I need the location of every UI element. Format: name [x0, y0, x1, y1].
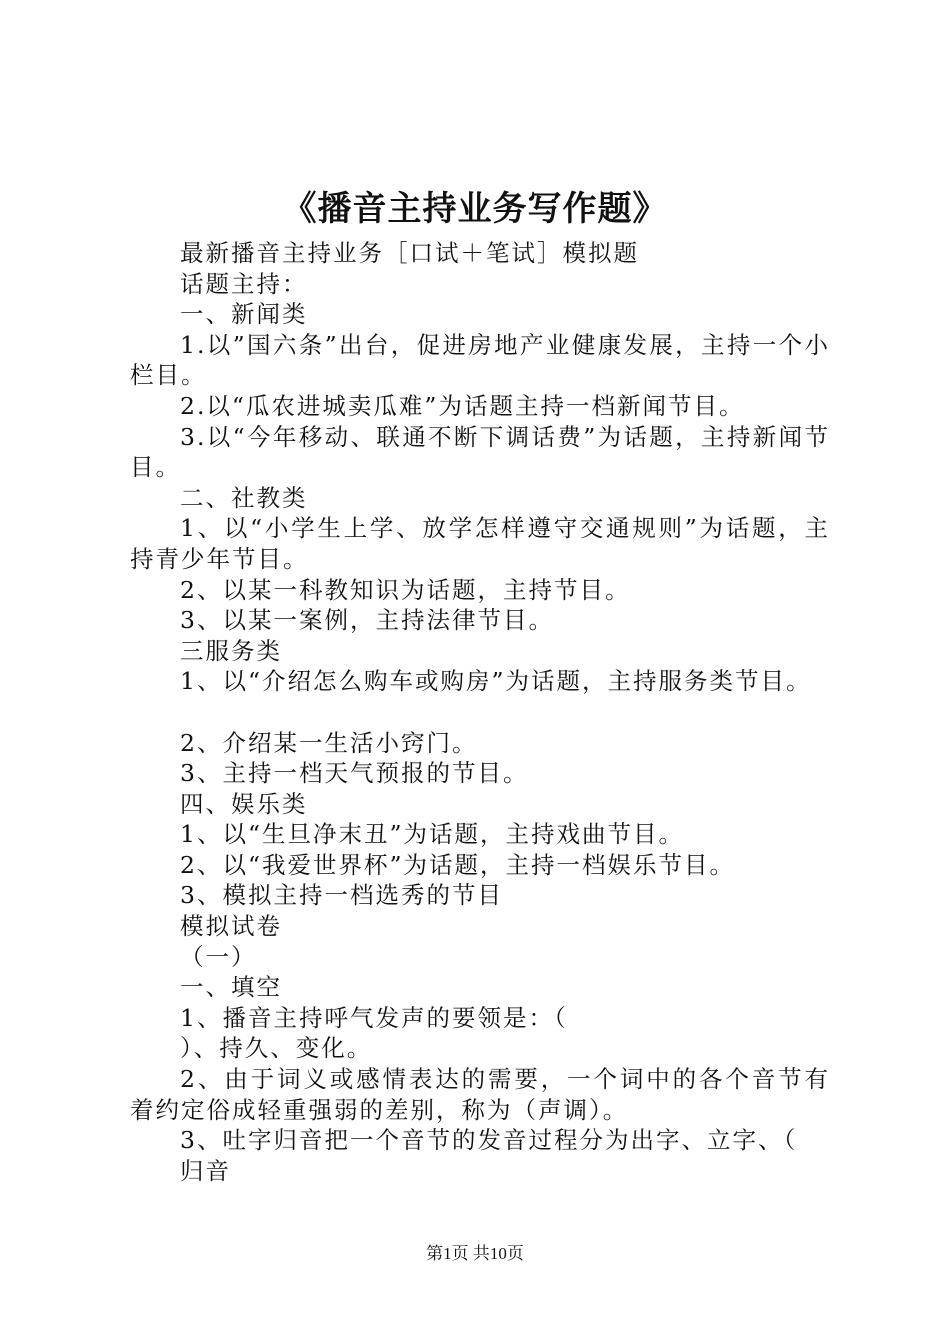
- paragraph-subtitle: 最新播音主持业务［口试＋笔试］模拟题: [180, 239, 639, 267]
- question-item: 3、吐字归音把一个音节的发音过程分为出字、立字、（: [180, 1126, 798, 1155]
- list-item: 3、模拟主持一档选秀的节目: [180, 881, 503, 910]
- list-item: 3.以“今年移动、联通不断下调话费”为话题，主持新闻节目。: [130, 422, 830, 482]
- paragraph-topic-hosting: 话题主持：: [180, 269, 308, 298]
- list-item: 2、以“我爱世界杯”为话题，主持一档娱乐节目。: [180, 850, 735, 879]
- document-title: 《播音主持业务写作题》: [282, 189, 668, 229]
- list-item: 1.以”国六条”出台，促进房地产业健康发展，主持一个小栏目。: [130, 330, 830, 390]
- question-item: ）、持久、变化。: [180, 1034, 373, 1063]
- page-number: 第1页 共10页: [426, 1244, 524, 1263]
- document-body: [130, 238, 830, 1186]
- list-item: 2、以某一科教知识为话题，主持节目。: [180, 575, 631, 604]
- section-heading-fill-blank: 一、填空: [180, 973, 282, 1002]
- list-item: 1、以“小学生上学、放学怎样遵守交通规则”为话题，主持青少年节目。: [130, 514, 830, 573]
- section-heading-news: 一、新闻类: [180, 300, 308, 329]
- question-item: 归音: [180, 1156, 231, 1185]
- list-item: 1、以“介绍怎么购车或购房”为话题，主持服务类节目。: [180, 667, 812, 696]
- list-item: 2.以“瓜农进城卖瓜难”为话题主持一档新闻节目。: [180, 391, 745, 420]
- section-heading-service: 三服务类: [180, 636, 282, 665]
- list-item: 1、以“生旦净末丑”为话题，主持戏曲节目。: [180, 820, 684, 849]
- section-heading-social-education: 二、社教类: [180, 483, 308, 512]
- list-item: 3、主持一档天气预报的节目。: [180, 759, 529, 788]
- question-item: 1、播音主持呼气发声的要领是：（: [180, 1003, 568, 1032]
- section-heading-entertainment: 四、娱乐类: [180, 789, 308, 818]
- exam-part-number: （一）: [180, 942, 257, 971]
- section-heading-mock-exam: 模拟试卷: [180, 912, 282, 941]
- list-item: 2、介绍某一生活小窍门。: [180, 728, 478, 757]
- list-item: 3、以某一案例，主持法律节目。: [180, 606, 554, 635]
- question-item: 2、由于词义或感情表达的需要，一个词中的各个音节有着约定俗成轻重强弱的差别，称为（声调）。: [130, 1065, 830, 1124]
- blank-line: [130, 697, 830, 728]
